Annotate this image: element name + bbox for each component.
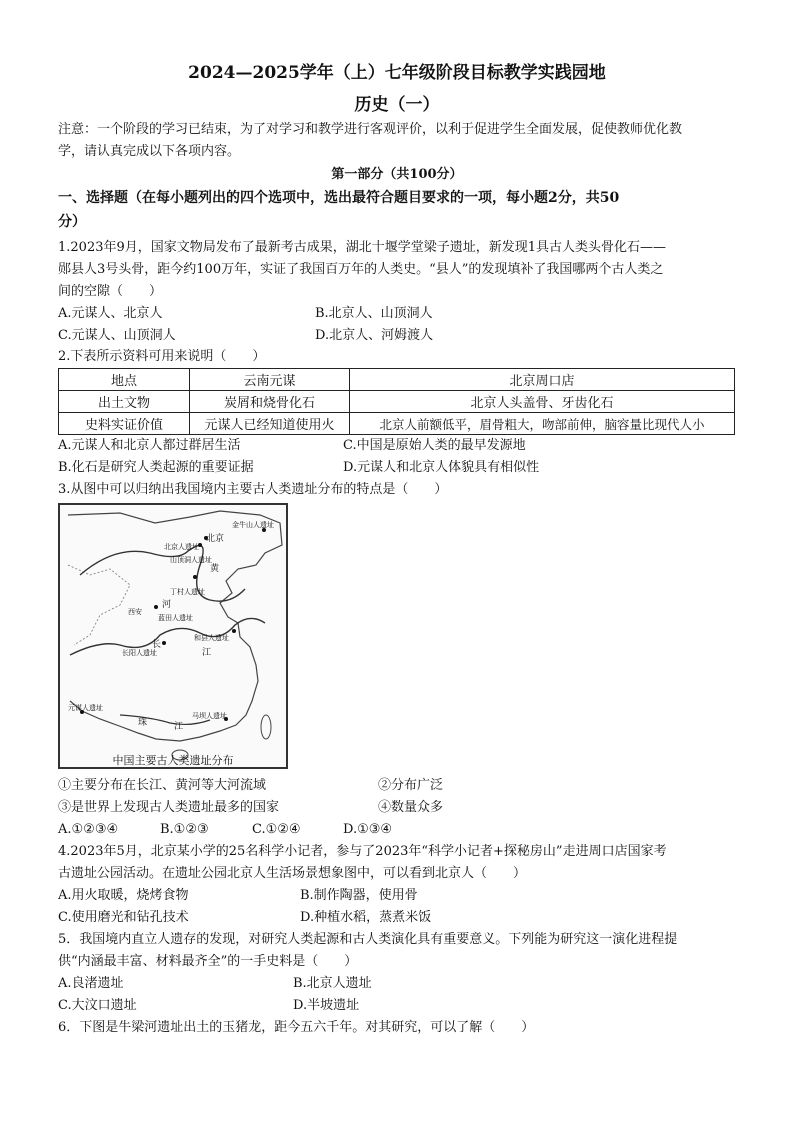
q3-statement-1: ①主要分布在长江、黄河等大河流域 xyxy=(58,778,267,793)
notice-line-1: 注意：一个阶段的学习已结束，为了对学习和教学进行客观评价，以利于促进学生全面发展，促使教师优化教 xyxy=(58,122,683,137)
map-label: 黄 xyxy=(210,564,220,574)
exam-subtitle: 历史（一） xyxy=(354,95,440,115)
q1-option-a: A.元谋人、北京人 xyxy=(58,306,163,321)
q1-stem-line-1: 1.2023年9月，国家文物局发布了最新考古成果，湖北十堰学堂梁子遗址，新发现1具古人类头骨化石—— xyxy=(58,240,667,255)
china-sites-map xyxy=(58,503,288,769)
section-heading-line-1: 一、选择题（在每小题列出的四个选项中，选出最符合题目要求的一项，每小题2分，共50 xyxy=(58,190,620,206)
map-label: 珠 xyxy=(138,718,148,728)
yellow-river-line xyxy=(80,545,245,601)
map-label: 北京 xyxy=(206,534,225,544)
map-label: 和县人遗址 xyxy=(194,634,229,642)
table-cell: 史料实证价值 xyxy=(59,413,190,435)
q4-stem-line-2: 古遗址公园活动。在遗址公园北京人生活场景想象图中，可以看到北京人（ ） xyxy=(58,866,527,881)
site-marker xyxy=(232,629,236,633)
map-label: 蓝田人遗址 xyxy=(158,614,193,622)
site-marker xyxy=(193,575,197,579)
q2-option-b: B.化石是研究人类起源的重要证据 xyxy=(58,460,254,475)
q1-option-c: C.元谋人、山顶洞人 xyxy=(58,328,176,343)
q1-option-d: D.北京人、河姆渡人 xyxy=(315,328,434,343)
table-cell: 炭屑和烧骨化石 xyxy=(190,391,350,413)
map-caption: 中国主要古人类遗址分布 xyxy=(112,754,234,767)
map-label: 江 xyxy=(202,648,212,658)
q3-option-c: C.①②④ xyxy=(252,822,301,837)
map-label: 长 xyxy=(152,640,162,650)
q5-option-b: B.北京人遗址 xyxy=(293,976,372,991)
q6-stem: 6．下图是牛梁河遗址出土的玉猪龙，距今五六千年。对其研究，可以了解（ ） xyxy=(58,1020,535,1035)
q2-option-d: D.元谋人和北京人体貌具有相似性 xyxy=(343,460,540,475)
q3-option-b: B.①②③ xyxy=(160,822,209,837)
q5-option-d: D.半坡遗址 xyxy=(293,998,360,1013)
map-label: 长阳人遗址 xyxy=(122,649,157,657)
q3-statement-4: ④数量众多 xyxy=(378,800,444,815)
q3-statement-3: ③是世界上发现古人类遗址最多的国家 xyxy=(58,800,280,815)
table-cell: 出土文物 xyxy=(59,391,190,413)
map-label: 西安 xyxy=(128,608,142,616)
q2-option-a: A.元谋人和北京人都过群居生活 xyxy=(58,438,241,453)
q1-stem-line-2: 郧县人3号头骨，距今约100万年，实证了我国百万年的人类史。“县人”的发现填补了我国哪两个古人类之 xyxy=(58,262,664,277)
table-row xyxy=(59,369,735,391)
section-heading-line-2: 分） xyxy=(58,214,86,230)
map-label: 马坝人遗址 xyxy=(192,712,227,720)
q4-stem-line-1: 4.2023年5月，北京某小学的25名科学小记者，参与了2023年“科学小记者+探秘房山”走进周口店国家考 xyxy=(58,844,667,859)
map-label: 北京人遗址 xyxy=(164,543,199,551)
q4-option-b: B.制作陶器，使用骨 xyxy=(300,888,418,903)
q2-stem: 2.下表所示资料可用来说明（ ） xyxy=(58,349,266,364)
notice-line-2: 学，请认真完成以下各项内容。 xyxy=(58,144,241,159)
q3-option-a: A.①②③④ xyxy=(58,822,119,837)
q1-stem-line-3: 间的空隙（ ） xyxy=(58,284,163,299)
border-line xyxy=(68,565,130,645)
q4-option-d: D.种植水稻，蒸煮米饭 xyxy=(300,910,432,925)
table-cell: 地点 xyxy=(59,369,190,391)
map-label: 江 xyxy=(174,722,184,732)
table-cell: 北京周口店 xyxy=(350,369,735,391)
part-title: 第一部分（共100分） xyxy=(331,167,463,182)
q3-option-d: D.①③④ xyxy=(343,822,393,837)
map-label: 山顶洞人遗址 xyxy=(170,556,212,564)
table-cell: 云南元谋 xyxy=(190,369,350,391)
table-cell: 元谋人已经知道使用火 xyxy=(190,413,350,435)
q4-option-c: C.使用磨光和钻孔技术 xyxy=(58,910,189,925)
table-cell: 北京人前额低平，眉骨粗大，吻部前伸，脑容量比现代人小 xyxy=(350,413,735,435)
q2-option-c: C.中国是原始人类的最早发源地 xyxy=(343,438,526,453)
table-cell: 北京人头盖骨、牙齿化石 xyxy=(350,391,735,413)
site-marker xyxy=(154,605,158,609)
q4-option-a: A.用火取暖，烧烤食物 xyxy=(58,888,189,903)
table-row xyxy=(59,391,735,413)
yangtze-river-line xyxy=(70,618,265,655)
exam-title: 2024—2025学年（上）七年级阶段目标教学实践园地 xyxy=(188,63,606,83)
q3-statement-2: ②分布广泛 xyxy=(378,778,444,793)
q3-stem: 3.从图中可以归纳出我国境内主要古人类遗址分布的特点是（ ） xyxy=(58,482,448,497)
map-label: 河 xyxy=(162,600,172,610)
q5-option-a: A.良渚遗址 xyxy=(58,976,124,991)
q5-stem-line-2: 供“内涵最丰富、材料最齐全”的一手史料是（ ） xyxy=(58,954,358,969)
q5-option-c: C.大汶口遗址 xyxy=(58,998,137,1013)
taiwan-island xyxy=(261,715,271,739)
map-label: 丁村人遗址 xyxy=(170,588,205,596)
q1-option-b: B.北京人、山顶洞人 xyxy=(315,306,433,321)
table-row xyxy=(59,413,735,435)
site-marker xyxy=(162,641,166,645)
map-label: 元谋人遗址 xyxy=(68,704,103,712)
q5-stem-line-1: 5．我国境内直立人遗存的发现，对研究人类起源和古人类演化具有重要意义。下列能为研究这一演化进程提 xyxy=(58,932,678,947)
map-label: 金牛山人遗址 xyxy=(232,521,274,529)
q2-data-table xyxy=(58,368,735,435)
